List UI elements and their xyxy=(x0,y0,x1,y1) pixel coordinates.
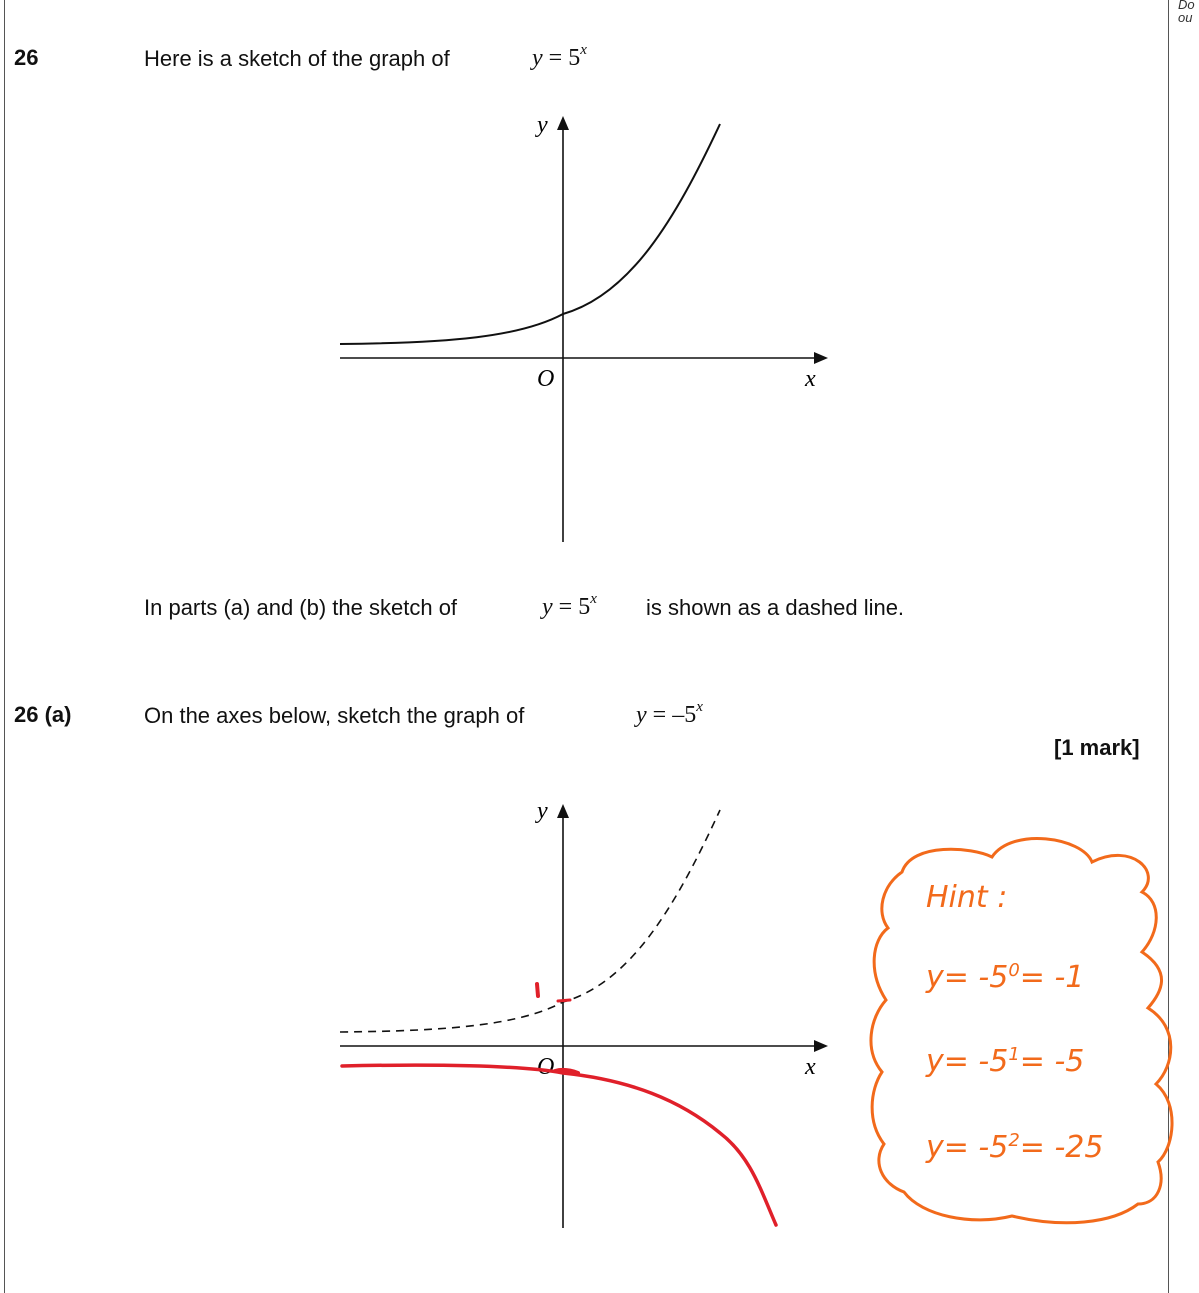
hint-line-3-exp: 2 xyxy=(1008,1130,1020,1151)
question-number: 26 xyxy=(14,45,39,70)
hint-line-2-exp: 1 xyxy=(1008,1044,1020,1065)
hint-line-2-eq: y= -5 xyxy=(926,1044,1009,1079)
origin-label: O xyxy=(537,1054,555,1080)
margin-note xyxy=(1178,0,1195,24)
margin-note-line2: ou xyxy=(1178,10,1193,25)
question-intro: Here is a sketch of the graph of xyxy=(144,46,450,71)
x-axis-label: x xyxy=(805,366,816,392)
hint-title: Hint : xyxy=(926,880,1008,915)
hint-line-1-eq: y= -5 xyxy=(926,960,1009,995)
question-part-number: 26 (a) xyxy=(14,702,72,727)
note-eq-lhs: y xyxy=(542,594,553,620)
question-part-text: On the axes below, sketch the graph of xyxy=(144,703,525,728)
mark-allocation: [1 mark] xyxy=(1054,735,1140,760)
note-equation xyxy=(542,593,597,621)
part-eq-rel: = –5 xyxy=(646,702,697,728)
x-axis-arrow xyxy=(814,352,828,364)
equation-y-neg-5x xyxy=(636,701,703,729)
dashed-curve-y-5x xyxy=(340,810,720,1032)
y-axis-label: y xyxy=(537,112,548,138)
y-axis-arrow xyxy=(557,804,569,818)
note-before: In parts (a) and (b) the sketch of xyxy=(144,595,458,620)
hint-line-3-eq: y= -5 xyxy=(926,1130,1009,1165)
graph-y-5x xyxy=(330,100,830,550)
note-after: is shown as a dashed line. xyxy=(646,595,905,620)
part-eq-lhs: y xyxy=(636,702,647,728)
hint-line-3 xyxy=(926,1130,1103,1165)
red-sketch-curve-y-neg-5x xyxy=(342,1065,776,1225)
hint-cloud xyxy=(862,832,1182,1232)
y-axis-arrow xyxy=(557,116,569,130)
margin-note-line1: Do xyxy=(1178,0,1195,12)
note-eq-exp: x xyxy=(590,591,597,607)
left-margin-line xyxy=(4,0,5,1293)
graph-answer-axes xyxy=(330,788,830,1233)
hint-line-2-result: = -5 xyxy=(1019,1044,1085,1079)
hint-line-1-exp: 0 xyxy=(1008,960,1020,981)
eq-rel: = 5 xyxy=(542,45,581,71)
red-intercept-dash xyxy=(558,1000,570,1001)
y-axis-label: y xyxy=(537,798,548,824)
eq-lhs: y xyxy=(532,45,543,71)
hint-line-1 xyxy=(926,960,1084,995)
eq-exp: x xyxy=(580,42,587,58)
hint-line-3-result: = -25 xyxy=(1019,1130,1104,1165)
hint-line-2 xyxy=(926,1044,1084,1079)
hint-line-1-result: = -1 xyxy=(1019,960,1085,995)
red-tick-mark xyxy=(537,984,538,996)
part-eq-exp: x xyxy=(696,699,703,715)
hint-cloud-outline xyxy=(871,838,1172,1222)
origin-label: O xyxy=(537,366,555,392)
note-eq-rel: = 5 xyxy=(552,594,591,620)
x-axis-label: x xyxy=(805,1054,816,1080)
x-axis-arrow xyxy=(814,1040,828,1052)
equation-y-5x xyxy=(532,44,587,72)
curve-y-5x xyxy=(340,124,720,344)
red-annotation-1: 1 xyxy=(330,788,331,789)
